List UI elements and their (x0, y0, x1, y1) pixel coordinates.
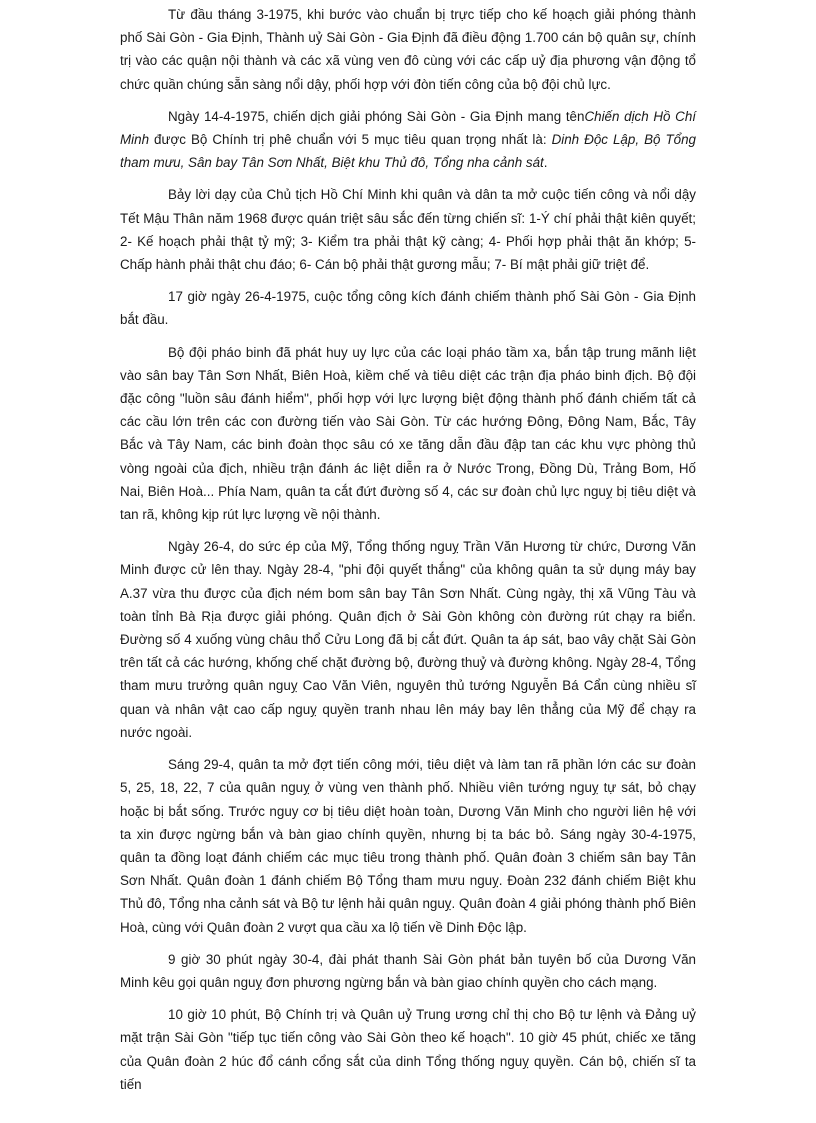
body-paragraph (120, 341, 696, 527)
italic-text-segment: Dinh Độc Lập, Bộ Tổng tham mưu, Sân bay Tân Sơn Nhất, Biệt khu Thủ đô, Tổng nha cảnh sát (120, 132, 696, 171)
document-page (120, 0, 696, 1105)
body-paragraph (120, 535, 696, 744)
text-segment: Ngày 14-4-1975, chiến dịch giải phóng Sài Gòn - Gia Định mang tên (168, 108, 585, 124)
body-paragraph (120, 183, 696, 276)
text-segment: Bộ đội pháo binh đã phát huy uy lực của các loại pháo tầm xa, bắn tập trung mãnh liệt vào sân bay Tân Sơn Nhất, Biên Hoà, kiềm chế và tiêu diệt các trận địa pháo binh địch. Bộ đội đặc công "luồn sâu đánh hiểm", phối hợp với lực lượng biệt động thành phố đánh chiếm tất cả các cầu lớn trên các con đường tiến vào Sài Gòn. Từ các hướng Đông, Đông Nam, Bắc, Tây Bắc và Tây Nam, các binh đoàn thọc sâu có xe tăng dẫn đầu đập tan các khu vực phòng thủ vòng ngoài của địch, nhiều trận đánh ác liệt diễn ra ở Nước Trong, Đồng Dù, Trảng Bom, Hố Nai, Biên Hoà... Phía Nam, quân ta cắt đứt đường số 4, các sư đoàn chủ lực nguỵ bị tiêu diệt và tan rã, không kịp rút lực lượng về nội thành. (120, 344, 696, 523)
text-segment: 10 giờ 10 phút, Bộ Chính trị và Quân uỷ Trung ương chỉ thị cho Bộ tư lệnh và Đảng uỷ mặt trận Sài Gòn "tiếp tục tiến công vào Sài Gòn theo kế hoạch". 10 giờ 45 phút, chiếc xe tăng của Quân đoàn 2 húc đổ cánh cổng sắt của dinh Tổng thống nguỵ quyền. Cán bộ, chiến sĩ ta tiến (120, 1007, 696, 1092)
text-segment: Ngày 26-4, do sức ép của Mỹ, Tổng thống nguỵ Trần Văn Hương từ chức, Dương Văn Minh được cử lên thay. Ngày 28-4, "phi đội quyết thắng" của không quân ta sử dụng máy bay A.37 vừa thu được của địch ném bom sân bay Tân Sơn Nhất. Cùng ngày, thị xã Vũng Tàu và toàn tỉnh Bà Rịa được giải phóng. Quân địch ở Sài Gòn không còn đường rút chạy ra biển. Đường số 4 xuống vùng châu thổ Cửu Long đã bị cắt đứt. Quân ta áp sát, bao vây chặt Sài Gòn trên tất cả các hướng, khống chế chặt đường bộ, đường thuỷ và đường không. Ngày 28-4, Tổng tham mưu trưởng quân nguỵ Cao Văn Viên, nguyên thủ tướng Nguyễn Bá Cẩn cùng nhiều sĩ quan và nhân vật cao cấp nguỵ quyền tranh nhau lên máy bay lên thẳng của Mỹ để chạy ra nước ngoài. (120, 539, 696, 740)
text-segment: 17 giờ ngày 26-4-1975, cuộc tổng công kích đánh chiếm thành phố Sài Gòn - Gia Định bắt đầu. (120, 289, 696, 328)
text-segment: được Bộ Chính trị phê chuẩn với 5 mục tiêu quan trọng nhất là: (149, 132, 552, 148)
body-paragraph (120, 1003, 696, 1096)
text-segment: 9 giờ 30 phút ngày 30-4, đài phát thanh Sài Gòn phát bản tuyên bố của Dương Văn Minh kêu gọi quân nguỵ đơn phương ngừng bắn và bàn giao chính quyền cho cách mạng. (120, 951, 696, 990)
body-paragraph (120, 948, 696, 994)
body-paragraph (120, 3, 696, 96)
body-paragraph (120, 753, 696, 939)
text-segment: Từ đầu tháng 3-1975, khi bước vào chuẩn bị trực tiếp cho kế hoạch giải phóng thành phố Sài Gòn - Gia Định, Thành uỷ Sài Gòn - Gia Định đã điều động 1.700 cán bộ quân sự, chính trị vào các quận nội thành và các xã vùng ven đô cùng với các cấp uỷ địa phương vận động tổ chức quần chúng sẵn sàng nổi dậy, phối hợp với đòn tiến công của bộ đội chủ lực. (120, 7, 696, 92)
text-segment: Sáng 29-4, quân ta mở đợt tiến công mới, tiêu diệt và làm tan rã phần lớn các sư đoàn 5, 25, 18, 22, 7 của quân nguỵ ở vùng ven thành phố. Nhiều viên tướng nguỵ tự sát, bỏ chạy hoặc bị bắt sống. Trước nguy cơ bị tiêu diệt hoàn toàn, Dương Văn Minh cho người liên hệ với ta xin được ngừng bắn và bàn giao chính quyền, nhưng bị ta bác bỏ. Sáng ngày 30-4-1975, quân ta đồng loạt đánh chiếm các mục tiêu trong thành phố. Quân đoàn 3 chiếm sân bay Tân Sơn Nhất. Quân đoàn 1 đánh chiếm Bộ Tổng tham mưu nguỵ. Đoàn 232 đánh chiếm Biệt khu Thủ đô, Tổng nha cảnh sát và Bộ tư lệnh hải quân nguỵ. Quân đoàn 4 giải phóng thành phố Biên Hoà, cùng với Quân đoàn 2 vượt qua cầu xa lộ tiến về Dinh Độc lập. (120, 757, 696, 935)
body-paragraph (120, 105, 696, 175)
italic-text-segment: Chiến dịch Hồ Chí Minh (120, 108, 696, 148)
body-paragraph (120, 285, 696, 331)
text-segment: Bảy lời dạy của Chủ tịch Hồ Chí Minh khi quân và dân ta mở cuộc tiến công và nổi dậy Tết Mậu Thân năm 1968 được quán triệt sâu sắc đến từng chiến sĩ: 1-Ý chí phải thật kiên quyết; 2- Kế hoạch phải thật tỷ mỹ; 3- Kiểm tra phải thật kỹ càng; 4- Phối hợp phải thật ăn khớp; 5- Chấp hành phải thật chu đáo; 6- Cán bộ phải thật gương mẫu; 7- Bí mật phải giữ triệt để. (120, 187, 696, 273)
text-segment: . (543, 155, 548, 171)
